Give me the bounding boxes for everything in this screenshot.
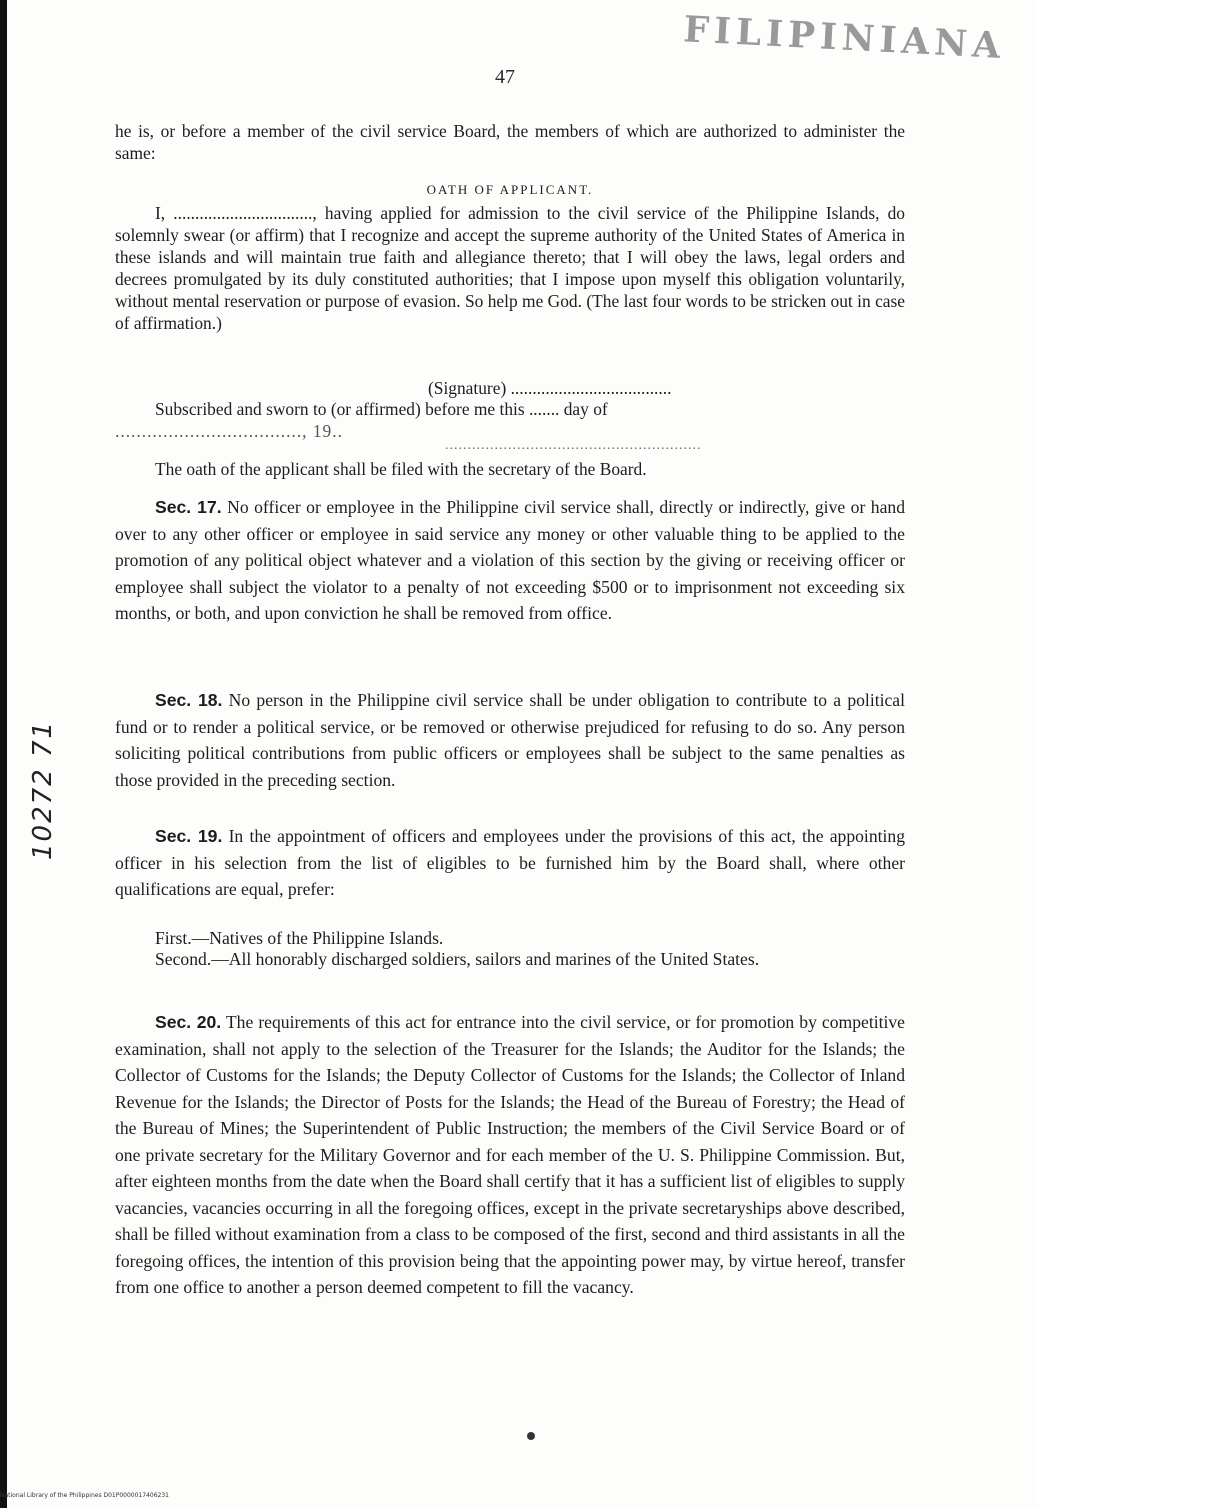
blank-line: ......................................................... [445, 438, 702, 453]
section-19-second-preference: Second.—All honorably discharged soldiers, sailors and marines of the United States. [155, 949, 760, 969]
subscribed-line-1: Subscribed and sworn to (or affirmed) before me this ....... day of [155, 399, 608, 419]
oath-filed-note: The oath of the applicant shall be filed with the secretary of the Board. [155, 459, 647, 479]
section-18-label: Sec. 18. [155, 690, 223, 710]
section-19-text: In the appointment of officers and employees under the provisions of this act, the appointing officer in his selection from the list of eligibles to be furnished him by the Board shall, where other qualifications are equal, prefer: [115, 826, 905, 899]
section-17 [115, 494, 905, 627]
subscribed-line-2: ..................................., 19.. [115, 421, 343, 441]
section-20-text: The requirements of this act for entrance into the civil service, or for promotion by competitive examination, shall not apply to the selection of the Treasurer for the Islands; the Auditor for the Islands; the Collector of Customs for the Islands; the Deputy Collector of Customs for the Islands; the Collector of Inland Revenue for the Islands; the Director of Posts for the Islands; the Head of the Bureau of Forestry; the Head of the Bureau of Mines; the Superintendent of Public Instruction; the members of the Civil Service Board or of one private secretary for the Military Governor and for each member of the U. S. Philippine Commission. But, after eighteen months from the date when the Board shall certify that it has a sufficient list of eligibles to supply vacancies, vacancies occurring in all the foregoing offices, except in the private secretaryships above described, shall be filled without examination from a class to be composed of the first, second and third assistants in all the foregoing offices, the intention of this provision being that the appointing power may, by virtue hereof, transfer from one office to another a person deemed competent to fill the vacancy. [115, 1012, 905, 1297]
subscribed-block [115, 398, 905, 442]
ornament-dot [527, 1432, 535, 1440]
section-19-first-preference: First.—Natives of the Philippine Islands. [155, 928, 444, 948]
section-18-text: No person in the Philippine civil service shall be under obligation to contribute to a political fund or to render a political service, or be removed or otherwise prejudiced for refusing to do so. Any person soliciting political contributions from public officers or employees shall be subject to the same penalties as those provided in the preceding section. [115, 690, 905, 790]
handwritten-margin-number: 10272 71 [28, 719, 58, 860]
oath-body: I, ................................, having applied for admission to the civil service of the Philippine Islands, do solemnly swear (or affirm) that I recognize and accept the supreme authority of the United States of America in these islands and will maintain true faith and allegiance thereto; that I will obey the laws, legal orders and decrees promulgated by its duly constituted authorities; that I impose upon myself this obligation voluntarily, without mental reservation or purpose of evasion. So help me God. (The last four words to be stricken out in case of affirmation.) [115, 203, 905, 333]
oath-heading: OATH OF APPLICANT. [426, 182, 594, 197]
section-20 [115, 1009, 905, 1301]
section-17-text: No officer or employee in the Philippine civil service shall, directly or indirectly, give or hand over to any other officer or employee in said service any money or other valuable thing to be applied to the promotion of any political object whatever and a violation of this section by the giving or receiving officer or employee shall subject the violator to a penalty of not exceeding $500 or to imprisonment not exceeding six months, or both, and upon conviction he shall be removed from office. [115, 497, 906, 623]
intro-paragraph: he is, or before a member of the civil service Board, the members of which are authorized to administer the same: [115, 121, 905, 163]
filipiniana-stamp: FILIPINIANA [682, 8, 1007, 68]
section-19 [115, 823, 905, 903]
scan-footer: National Library of the Philippines D01P0000017406231 [0, 1492, 169, 1499]
page-number: 47 [495, 66, 515, 88]
section-18 [115, 687, 905, 793]
scan-edge [0, 0, 7, 1508]
signature-line: (Signature) ..................................... [428, 378, 672, 398]
section-17-label: Sec. 17. [155, 497, 222, 517]
section-20-label: Sec. 20. [155, 1012, 222, 1032]
section-19-label: Sec. 19. [155, 826, 223, 846]
